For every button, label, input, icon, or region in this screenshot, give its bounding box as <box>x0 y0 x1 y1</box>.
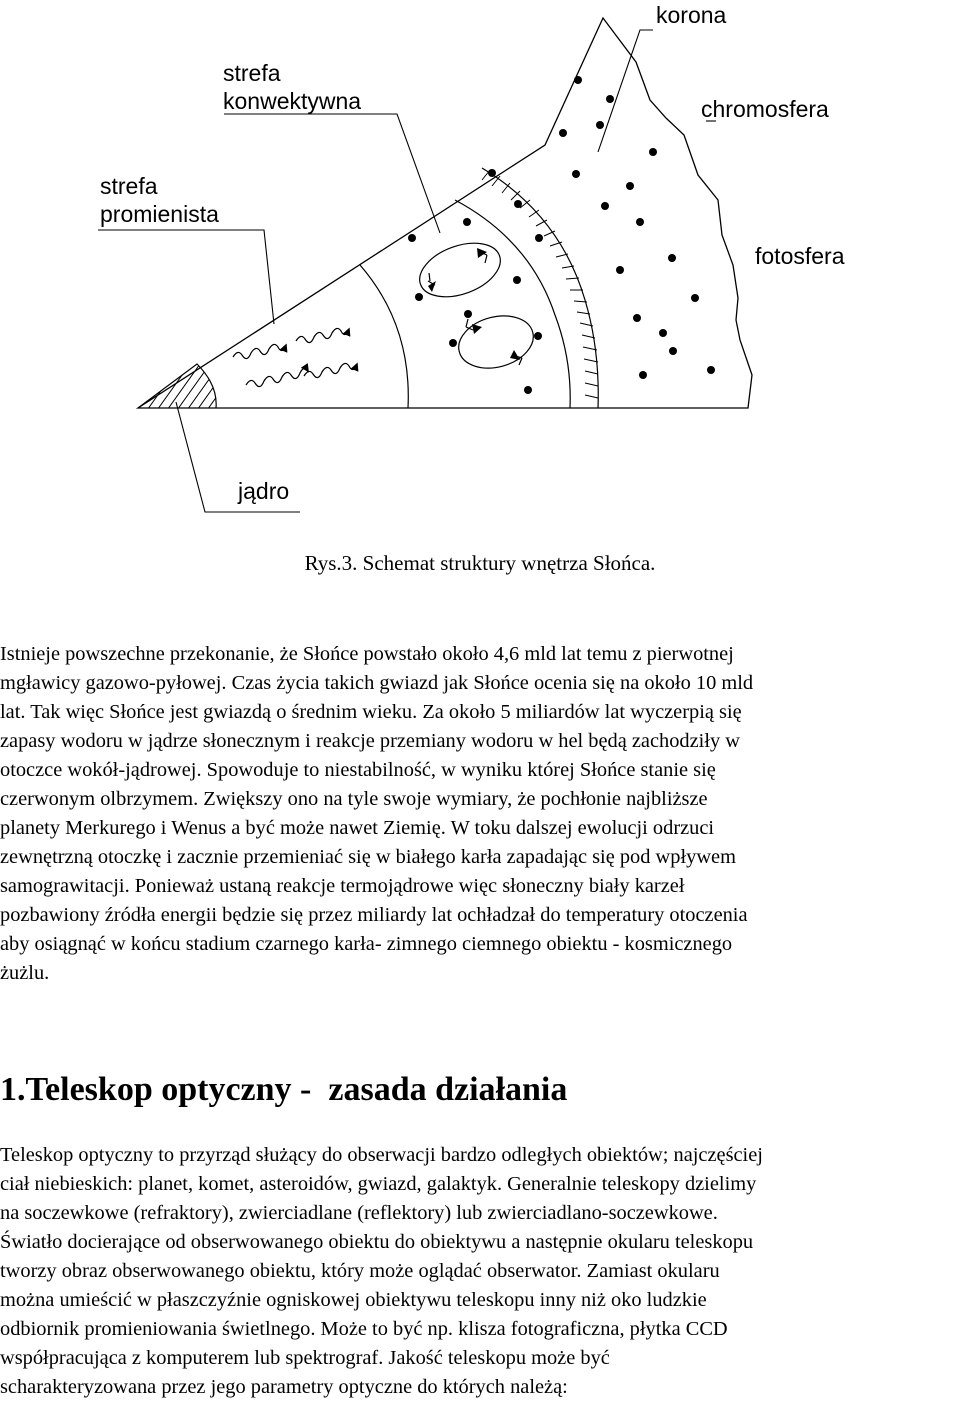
figure-caption: Rys.3. Schemat struktury wnętrza Słońca. <box>304 551 656 575</box>
photon-waves <box>233 328 357 386</box>
convective-zone-boundary <box>455 200 570 408</box>
text-line: Światło docierające od obserwowanego obiektu do obiektywu a następnie okularu teleskopu <box>0 1231 754 1253</box>
text-line: odbiornik promieniowania świetlnego. Może to być np. klisza fotograficzna, płytka CCD <box>0 1318 728 1340</box>
text-line: Istnieje powszechne przekonanie, że Słońce powstało około 4,6 mld lat temu z pierwotnej <box>0 643 734 665</box>
plasma-dots <box>408 76 715 394</box>
convection-cells <box>412 233 539 376</box>
photosphere-band <box>482 168 598 408</box>
photosphere-ticks <box>482 170 598 398</box>
section-heading: 1.Teleskop optyczny - zasada działania <box>0 1071 568 1108</box>
paragraph-sun-evolution <box>0 640 960 988</box>
label-strefa-konwektywna-line1: strefa <box>223 60 281 86</box>
text-line: otoczce wokół-jądrowej. Spowoduje to niestabilność, w wyniku której Słońce stanie się <box>0 759 716 781</box>
text-line: tworzy obraz obserwowanego obiektu, który może oglądać obserwator. Zamiast okularu <box>0 1260 720 1282</box>
text-line: czerwonym olbrzymem. Zwiększy ono na tyle swoje wymiary, że pochłonie najbliższe <box>0 788 708 810</box>
text-line: można umieścić w płaszczyźnie ogniskowej obiektywu teleskopu inny niż oko ludzkie <box>0 1289 707 1311</box>
text-line: na soczewkowe (refraktory), zwierciadlane (reflektory) lub zwierciadlano-soczewkowe. <box>0 1202 718 1224</box>
label-strefa-promienista-line1: strefa <box>100 173 158 199</box>
label-chromosfera: chromosfera <box>701 96 829 122</box>
text-line: współpracująca z komputerem lub spektrograf. Jakość teleskopu może być <box>0 1347 610 1369</box>
text-line: Teleskop optyczny to przyrząd służący do obserwacji bardzo odległych obiektów; najczęściej <box>0 1144 763 1166</box>
text-line: scharakteryzowana przez jego parametry optyczne do których należą: <box>0 1376 568 1398</box>
text-line: pozbawiony źródła energii będzie się przez miliardy lat ochładzał do temperatury otoczenia <box>0 904 748 926</box>
text-line: aby osiągnąć w końcu stadium czarnego karła- zimnego ciemnego obiektu - kosmicznego <box>0 933 733 955</box>
text-line: samograwitacji. Ponieważ ustaną reakcje termojądrowe więc słoneczny biały karzeł <box>0 875 685 897</box>
core-region <box>130 350 250 420</box>
paragraph-telescope <box>0 1141 960 1402</box>
text-line: żużlu. <box>0 962 50 984</box>
sun-structure-diagram <box>0 0 960 520</box>
text-line: planety Merkurego i Wenus a być może nawet Ziemię. W toku dalszej ewolucji odrzuci <box>0 817 715 839</box>
label-jadro: jądro <box>238 478 290 504</box>
text-line: lat. Tak więc Słońce jest gwiazdą o średnim wieku. Za około 5 miliardów lat wyczerpią się <box>0 701 742 723</box>
text-line: mgławicy gazowo-pyłowej. Czas życia takich gwiazd jak Słońce ocenia się na około 10 mld <box>0 672 754 694</box>
label-strefa-konwektywna-line2: konwektywna <box>223 88 362 114</box>
text-line: zewnętrzną otoczkę i zacznie przemieniać się w białego karła zapadając się pod wpływem <box>0 846 736 868</box>
text-line: ciał niebieskich: planet, komet, asteroidów, gwiazd, galaktyk. Generalnie teleskopy dzielimy <box>0 1173 757 1195</box>
label-fotosfera: fotosfera <box>755 243 845 269</box>
label-korona: korona <box>656 2 727 28</box>
convection-arrowheads <box>428 248 520 360</box>
text-line: zapasy wodoru w jądrze słonecznym i reakcje przemiany wodoru w hel będą zachodziły w <box>0 730 740 752</box>
label-strefa-promienista-line2: promienista <box>100 201 219 227</box>
radiative-zone-boundary <box>360 265 408 408</box>
